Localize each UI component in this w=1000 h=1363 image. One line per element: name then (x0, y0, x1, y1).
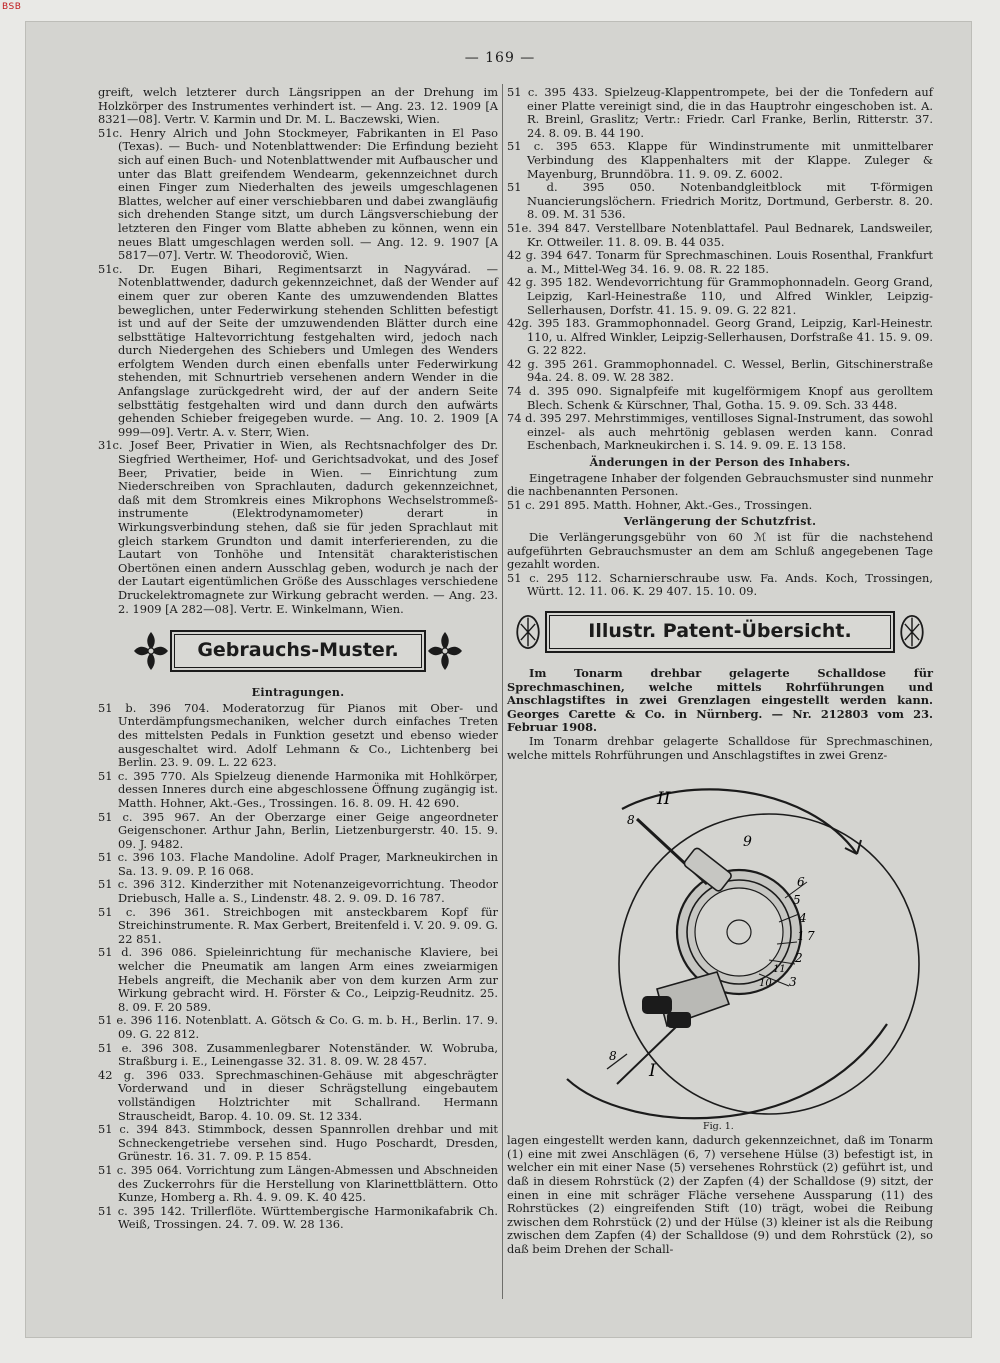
scroll-ornament-left-icon (511, 611, 545, 653)
label-3: 3 (789, 975, 797, 990)
gm-entry: 51 c. 395 967. An der Oberzarge einer Geige angeordneter Geigenschoner. Arthur Jahn, Berlin, Lietzenburgerstr. 40. 15. 9. 09. J. 9482. (98, 809, 498, 851)
patent-entry-bihari: 51c. Dr. Eugen Bihari, Regimentsarzt in Nagyvárad. — Notenblattwender, dadurch gekennzeichnet, daß der Wender auf einem quer zur oberen Kante des umzuwendenden Blattes beweglichen, unter Federwirkung stehenden Schlitten befestigt ist und auf der Seite der umzuwendenden Blätter durch eine selbsttätige Haltevorrichtung festgehalten wird, jedoch nach durch Niedergehen des Schiebers und Umlegen des Wenders erfolgtem Wenden durch einen ebenfalls unter Federwirkung stehenden, mit Schnurtrieb versehenen andern Wender in die Anfangslage zurückgedreht wird, der auf der andern Seite selbsttätig festgehalten wird und dann durch den aufwärts gehenden Schieber freigegeben wurde. — Ang. 10. 2. 1909 [A 999—09]. Vertr. A. v. Sterr, Wien. (98, 261, 498, 439)
column-divider (502, 84, 503, 1299)
patent-uebersicht-banner (507, 609, 933, 655)
gm-entry: 51e. 394 847. Verstellbare Notenblattafel. Paul Bednarek, Landsweiler, Kr. Ottweiler. 11. 8. 09. B. 44 035. (507, 220, 933, 249)
continued-entry: greift, welch letzterer durch Längsrippen an der Drehung im Holzkörper des Instrumentes verhindert ist. — Ang. 23. 12. 1909 [A 8321—08]. Vertr. V. Karmin und Dr. M. L. Baczewski, Wien. (98, 85, 498, 127)
gm-entry: 42 g. 396 033. Sprechmaschinen-Gehäuse mit abgeschrägter Vorderwand und in dieser Schrägstellung eingebautem vollständigen Holztrichter mit Schallrand. Hermann Strauscheidt, Barop. 4. 10. 09. St. 12 334. (98, 1067, 498, 1123)
label-9: 9 (743, 834, 752, 851)
fleur-ornament-left-icon (132, 630, 170, 672)
verlaengerung-text: Die Verlängerungsgebühr von 60 ℳ ist für die nachstehend aufgeführten Gebrauchsmuster an dem am Schluß angegebenen Tage gezahlt worden. (507, 530, 933, 572)
label-2: 2 (795, 951, 803, 966)
fleur-ornament-right-icon (426, 630, 464, 672)
gm-entry: 51 c. 396 361. Streichbogen mit ansteckbarem Kopf für Streichinstrumente. R. Max Gerbert, Breitenfeld i. V. 20. 9. 09. G. 22 851. (98, 904, 498, 946)
label-roman-one: I (649, 1061, 656, 1082)
gm-entry: 74 d. 395 090. Signalpfeife mit kugelförmigem Knopf aus gerolltem Blech. Schenk & Kürschner, Thal, Gotha. 15. 9. 09. Sch. 33 448. (507, 384, 933, 412)
subhead-aenderungen: Änderungen in der Person des Inhabers. (589, 456, 851, 470)
gm-entry: 42 g. 395 261. Grammophonnadel. C. Wessel, Berlin, Gitschinerstraße 94a. 24. 8. 09. W. 28 382. (507, 356, 933, 385)
label-5: 5 (793, 893, 801, 908)
label-6: 6 (797, 875, 805, 890)
patent-figure (507, 764, 933, 1134)
gm-entry: 51 e. 396 116. Notenblatt. A. Götsch & Co. G. m. b. H., Berlin. 17. 9. 09. G. 22 812. (98, 1013, 498, 1041)
gm-entry: 74 d. 395 297. Mehrstimmiges, ventilloses Signal-Instrument, das sowohl einzel- als auch mehrtönig geblasen werden kann. Conrad Eschenbach, Markneukirchen i. S. 14. 9. 09. E. 13 158. (507, 411, 933, 453)
gm-entry: 51 c. 396 312. Kinderzither mit Notenanzeigevorrichtung. Theodor Driebusch, Halle a. S., Lindenstr. 48. 2. 9. 09. D. 16 787. (98, 877, 498, 906)
gm-entry: 51 c. 395 770. Als Spielzeug dienende Harmonika mit Hohlkörper, dessen Inneres durch eine abgeschlossene Öffnung zugängig ist. Matth. Hohner, Akt.-Ges., Trossingen. 16. 8. 09. H. 42 690. (98, 768, 498, 810)
banner-title: Gebrauchs-Muster. (170, 630, 426, 672)
gm-entry: 51 d. 396 086. Spieleinrichtung für mechanische Klaviere, bei welcher die Pneumatik am langen Arm eines zweiarmigen Hebels angreift, die Mechanik aber von dem kurzen Arm zur Wirkung gebracht wird. H. Förster & Co., Leipzig-Reudnitz. 25. 8. 09. F. 20 589. (98, 945, 498, 1014)
scroll-ornament-right-icon (895, 611, 929, 653)
gm-entry: 42g. 395 183. Grammophonnadel. Georg Grand, Leipzig, Karl-Heinestr. 110, u. Alfred Winkler, Leipzig-Sellerhausen, Dorfstraße 41. 15. 9. 09. G. 22 822. (507, 316, 933, 358)
library-stamp: BSB (2, 2, 22, 12)
gm-entry: 51 c. 395 142. Trillerflöte. Württembergische Harmonikafabrik Ch. Weiß, Trossingen. 24. 7. 09. W. 28 136. (98, 1203, 498, 1232)
patent-summary: Im Tonarm drehbar gelagerte Schalldose für Sprechmaschinen, welche mittels Rohrführungen und Anschlagstiftes in zwei Grenzlagen eingestellt werden kann. Georges Carette & Co. in Nürnberg. — Nr. 212803 vom 23. Februar 1908. (507, 665, 933, 735)
gebrauchsmuster-banner (98, 628, 498, 674)
subhead-eintragungen: Eintragungen. (251, 686, 345, 700)
banner-title: Illustr. Patent-Übersicht. (545, 611, 895, 653)
gm-entry: 42 g. 394 647. Tonarm für Sprechmaschinen. Louis Rosenthal, Frankfurt a. M., Mittel-Weg 34. 16. 9. 08. R. 22 185. (507, 248, 933, 276)
gm-entry: 51 c. 395 433. Spielzeug-Klappentrompete, bei der die Tonfedern auf einer Platte vereinigt sind, die in das Hauptrohr eingeschoben ist. A. R. Breinl, Graslitz; Vertr.: Friedr. Carl Franke, Berlin, Ritterstr. 37. 24. 8. 09. B. 44 190. (507, 85, 933, 140)
gm-entry: 51 c. 395 653. Klappe für Windinstrumente mit unmittelbarer Verbindung des Klappenhalters mit der Klappe. Zuleger & Mayenburg, Brunndöbra. 11. 9. 09. Z. 6002. (507, 139, 933, 181)
patent-entry-beer: 31c. Josef Beer, Privatier in Wien, als Rechtsnachfolger des Dr. Siegfried Wertheimer, Hof- und Gerichtsadvokat, und des Josef Beer, Privatier, beide in Wien. — Einrichtung zum Niederschreiben von Sprachlauten, dadurch gekennzeichnet, daß mit dem Stromkreis eines Mikrophons Wechselstrommeß-instrumente (Elektrodynamometer) derart in Wirkungsverbindung stehen, daß sie für jeden Sprachlaut mit gleich starkem Grundton und damit interferierenden, zu die Lautart von Tonhöhe und Intensität charakteristischen Obertönen einen andern Ausschlag geben, wodurch je nach der der Lautart eigentümlichen Größe des Ausschlages verschiedene Druckelektromagnete zur Wirkung gebracht werden. — Ang. 23. 2. 1909 [A 282—08]. Vertr. E. Winkelmann, Wien. (98, 438, 498, 616)
gm-entry: 51 c. 395 064. Vorrichtung zum Längen-Abmessen und Abschneiden des Zuckerrohrs für die Herstellung von Klarinettblättern. Otto Kunze, Homberg a. Rh. 4. 9. 09. K. 40 425. (98, 1162, 498, 1205)
gm-entry: 51 d. 395 050. Notenbandgleitblock mit T-förmigen Nuancierungslöchern. Friedrich Moritz, Dortmund, Gerberstr. 8. 20. 8. 09. M. 31 536. (507, 180, 933, 222)
gm-entry: 51 c. 394 843. Stimmbock, dessen Spannrollen drehbar und mit Schneckengetriebe versehen sind. Hugo Poschardt, Dresden, Grünestr. 16. 31. 7. 09. P. 15 854. (98, 1122, 498, 1164)
aenderungen-entry: 51 c. 291 895. Matth. Hohner, Akt.-Ges., Trossingen. (507, 497, 813, 512)
label-1: 1 (797, 929, 805, 944)
page-number: — 169 — (464, 50, 536, 66)
patent-entry-alrich: 51c. Henry Alrich und John Stockmeyer, Fabrikanten in El Paso (Texas). — Buch- und Notenblattwender: Die Erfindung bezieht sich auf einen Buch- und Notenblattwender mit Aufbauscher und unter das Blatt greifendem Wendearm, gekennzeichnet durch einen Finger zum Niederhalten des jeweils umgeschlagenen Blattes, welcher auf einer verschiebbaren und dabei zwangläufig sich drehenden Stange sitzt, um durch Längsverschiebung der letzteren den Finger vom Blatte abheben zu können, wenn ein neues Blatt umgeschlagen werden soll. — Ang. 12. 9. 1907 [A 5817—07]. Vertr. W. Theodorovič, Wien. (98, 125, 498, 263)
patent-intro: Im Tonarm drehbar gelagerte Schalldose für Sprechmaschinen, welche mittels Rohrführungen und Anschlagstiftes in zwei Grenz- (507, 733, 933, 762)
aenderungen-text: Eingetragene Inhaber der folgenden Gebrauchsmuster sind nunmehr die nachbenannten Personen. (507, 470, 933, 499)
left-column (98, 86, 498, 1232)
label-4: 4 (799, 911, 807, 926)
label-roman-two: II (657, 789, 671, 810)
label-7: 7 (807, 929, 815, 944)
label-11: 11 (773, 964, 786, 976)
verlaengerung-entry: 51 c. 295 112. Scharnierschraube usw. Fa. Ands. Koch, Trossingen, Württ. 12. 11. 06. K. 29 407. 15. 10. 09. (507, 570, 933, 599)
label-10: 10 (759, 978, 772, 990)
gm-entry: 51 c. 396 103. Flache Mandoline. Adolf Prager, Markneukirchen in Sa. 13. 9. 09. P. 16 068. (98, 850, 498, 878)
patent-text: lagen eingestellt werden kann, dadurch gekennzeichnet, daß im Tonarm (1) eine mit zwei Anschlägen (6, 7) versehene Hülse (3) befestigt ist, in welcher ein mit einer Nase (5) versehenes Rohrstück (2) geführt ist, und daß in diesem Rohrstück (2) der Zapfen (4) der Schalldose (9) sitzt, der einen in eine mit schräger Fläche versehene Aussparung (11) des Rohrstückes (2) eingreifenden Stift (10) trägt, wobei die Reibung zwischen dem Rohrstück (2) und der Hülse (3) kleiner ist als die Reibung zwischen dem Zapfen (4) der Schalldose (9) und dem Rohrstück (2), so daß beim Drehen der Schall- (507, 1133, 933, 1256)
right-column (507, 86, 933, 1256)
gm-entry: 51 b. 396 704. Moderatorzug für Pianos mit Ober- und Unterdämpfungsmechaniken, welcher durch einfaches Treten des mittelsten Pedals in Funktion gesetzt und ebenso wieder ausgeschaltet wird. Adolf Lehmann & Co., Lichtenberg bei Berlin. 23. 9. 09. L. 22 623. (98, 700, 498, 770)
soundbox-drawing (507, 764, 933, 1134)
gm-entry: 42 g. 395 182. Wendevorrichtung für Grammophonnadeln. Georg Grand, Leipzig, Karl-Heinestraße 110, und Alfred Winkler, Leipzig-Sellerhausen, Dorfstr. 41. 15. 9. 09. G. 22 821. (507, 275, 933, 317)
label-8-bottom: 8 (609, 1049, 617, 1064)
subhead-verlaengerung: Verlängerung der Schutzfrist. (623, 515, 817, 529)
figure-caption: Fig. 1. (703, 1121, 734, 1133)
label-8-top: 8 (627, 813, 635, 828)
gm-entry: 51 e. 396 308. Zusammenlegbarer Notenständer. W. Wobruba, Straßburg i. E., Leinengasse 32. 31. 8. 09. W. 28 457. (98, 1040, 498, 1069)
